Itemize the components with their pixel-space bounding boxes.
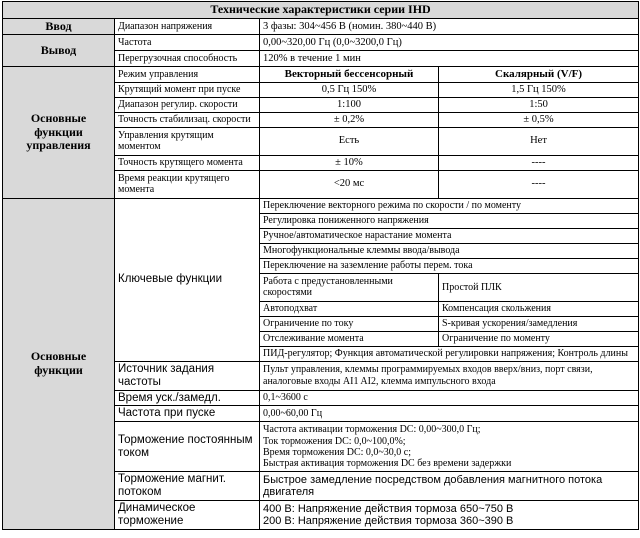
- control-row-label: Диапазон регулир. скорости: [115, 97, 260, 112]
- output-overload-label: Перегрузочная способность: [115, 51, 260, 67]
- input-voltage-value: 3 фазы: 304~456 В (номин. 380~440 В): [260, 19, 639, 35]
- key-function-right: Ограничение по моменту: [439, 331, 639, 346]
- key-function-item: Многофункциональные клеммы ввода/вывода: [260, 243, 639, 258]
- control-row-vector: ± 10%: [260, 155, 439, 170]
- output-frequency-label: Частота: [115, 35, 260, 51]
- dyn-brake-line: 400 В: Напряжение действия тормоза 650~750 В: [263, 502, 514, 515]
- control-row-scalar: Нет: [439, 127, 639, 155]
- key-function-item: Регулировка пониженного напряжения: [260, 213, 639, 228]
- output-frequency-value: 0,00~320,00 Гц (0,0~3200,0 Гц): [260, 35, 639, 51]
- flux-brake-label: Торможение магнит. потоком: [115, 472, 260, 501]
- freq-source-value: Пульт управления, клеммы программируемых входов вверх/вниз, порт связи, аналоговые входы AI1 AI2, клемма импульсного входа: [260, 361, 639, 390]
- control-row-label: Точность крутящего момента: [115, 155, 260, 170]
- control-row-scalar: 1,5 Гц 150%: [439, 82, 639, 97]
- control-row-scalar: ----: [439, 155, 639, 170]
- control-col-scalar: Скалярный (V/F): [439, 67, 639, 82]
- control-row-vector: <20 мс: [260, 170, 439, 198]
- key-function-item: Переключение на заземление работы перем. тока: [260, 258, 639, 273]
- control-row-scalar: ----: [439, 170, 639, 198]
- key-function-item: ПИД-регулятор; Функция автоматической регулировки напряжения; Контроль длины: [260, 346, 639, 361]
- control-row-label: Точность стабилизац. скорости: [115, 112, 260, 127]
- dc-brake-value: [260, 422, 639, 472]
- key-function-left: Автоподхват: [260, 301, 439, 316]
- key-function-left: Отслеживание момента: [260, 331, 439, 346]
- dc-brake-line: Частота активации торможения DC: 0,00~300,0 Гц;: [263, 424, 481, 436]
- key-function-left: Ограничение по току: [260, 316, 439, 331]
- dyn-brake-value: [260, 501, 639, 530]
- control-row-vector: Есть: [260, 127, 439, 155]
- dc-brake-label: Торможение постоянным током: [115, 422, 260, 472]
- dc-brake-line: Время торможения DC: 0,0~30,0 с;: [263, 446, 412, 458]
- control-row-vector: ± 0,2%: [260, 112, 439, 127]
- dyn-brake-line: 200 В: Напряжение действия тормоза 360~390 В: [263, 514, 514, 527]
- start-freq-value: 0,00~60,00 Гц: [260, 406, 639, 422]
- start-freq-label: Частота при пуске: [115, 406, 260, 422]
- key-function-right: S-кривая ускорения/замедления: [439, 316, 639, 331]
- spec-table: [2, 1, 639, 530]
- dc-brake-line: Быстрая активация торможения DC без времени задержки: [263, 457, 512, 469]
- key-function-item: Ручное/автоматическое нарастание момента: [260, 228, 639, 243]
- accel-time-label: Время уск./замедл.: [115, 390, 260, 406]
- control-col-vector: Векторный бессенсорный: [260, 67, 439, 82]
- key-function-left: Работа с предустановленными скоростями: [260, 273, 439, 301]
- control-row-label: Управления крутящим моментом: [115, 127, 260, 155]
- section-control: Основные функции управления: [3, 67, 115, 198]
- control-row-scalar: 1:50: [439, 97, 639, 112]
- control-row-label: Время реакции крутящего момента: [115, 170, 260, 198]
- control-row-vector: 0,5 Гц 150%: [260, 82, 439, 97]
- key-function-right: Компенсация скольжения: [439, 301, 639, 316]
- key-function-right: Простой ПЛК: [439, 273, 639, 301]
- control-mode-label: Режим управления: [115, 67, 260, 82]
- control-row-scalar: ± 0,5%: [439, 112, 639, 127]
- input-voltage-label: Диапазон напряжения: [115, 19, 260, 35]
- control-row-label: Крутящий момент при пуске: [115, 82, 260, 97]
- control-row-vector: 1:100: [260, 97, 439, 112]
- key-functions-label: Ключевые функции: [115, 198, 260, 361]
- section-main: Основные функции: [3, 198, 115, 529]
- freq-source-label: Источник задания частоты: [115, 361, 260, 390]
- section-output: Вывод: [3, 35, 115, 67]
- key-function-item: Переключение векторного режима по скорости / по моменту: [260, 198, 639, 213]
- dc-brake-line: Ток торможения DC: 0,0~100,0%;: [263, 435, 406, 447]
- accel-time-value: 0,1~3600 с: [260, 390, 639, 406]
- output-overload-value: 120% в течение 1 мин: [260, 51, 639, 67]
- flux-brake-value: Быстрое замедление посредством добавления магнитного потока двигателя: [260, 472, 639, 501]
- table-title: Технические характеристики серии IHD: [3, 2, 639, 19]
- section-input: Ввод: [3, 19, 115, 35]
- dyn-brake-label: Динамическое торможение: [115, 501, 260, 530]
